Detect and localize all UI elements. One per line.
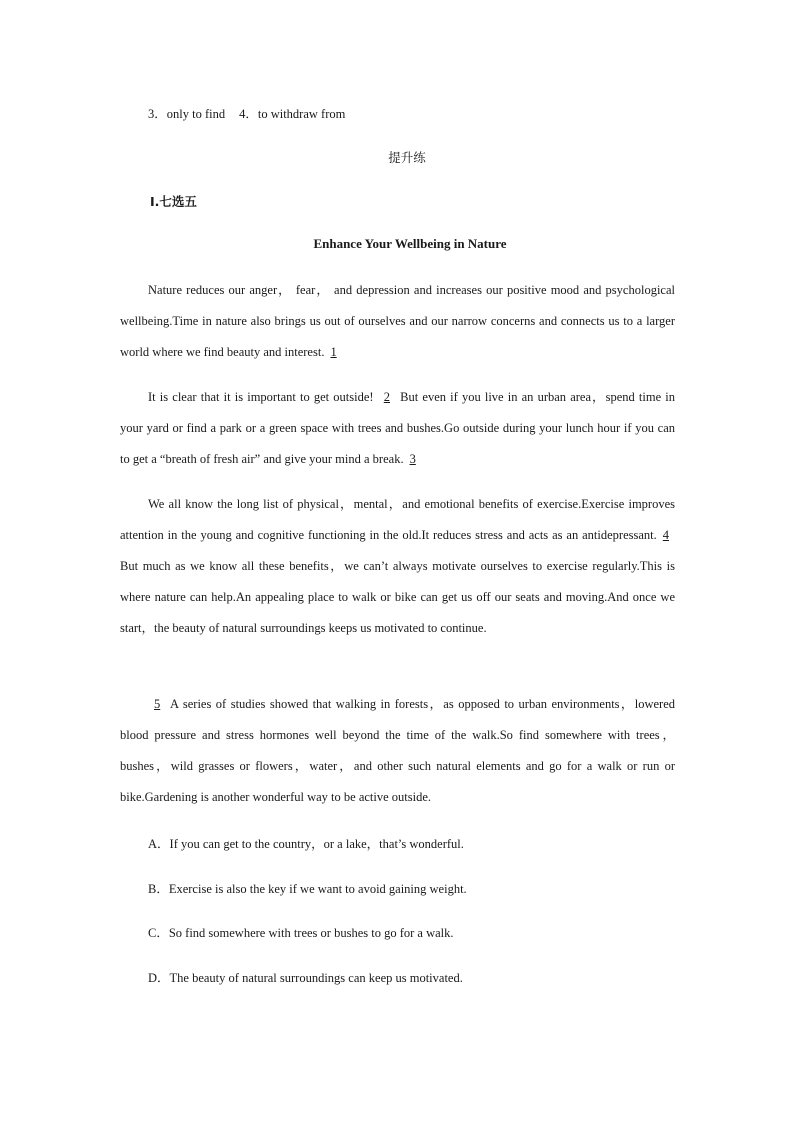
paragraph-1-text: Nature reduces our anger， fear， and depression and increases our positive mood and psychological wellbeing.Time in nature also brings us out of ourselves and our narrow concerns and connects us to a larger world where we find beauty and interest. <box>120 283 675 359</box>
subsection-title: Ⅰ.七选五 <box>150 194 197 209</box>
blank-1: 1 <box>330 345 337 359</box>
option-a: A．If you can get to the country，or a lake，that’s wonderful. <box>148 837 464 851</box>
paragraph-3 <box>120 489 675 644</box>
paragraph-2 <box>120 382 675 475</box>
option-d: D．The beauty of natural surroundings can keep us motivated. <box>148 971 463 985</box>
blank-2: 2 <box>383 390 390 404</box>
paragraph-4-text: A series of studies showed that walking in forests，as opposed to urban environments，lowered blood pressure and stress hormones well beyond the time of the walk.So find somewhere with trees，bushes，wild grasses or flowers，water，and other such natural elements and go for a walk or run or bike.Gardening is another wonderful way to be active outside. <box>120 697 675 804</box>
blank-4: 4 <box>662 528 669 542</box>
paragraph-2-text-b: But even if you live in an urban area，spend time in your yard or find a park or a green space with trees and bushes.Go outside during your lunch hour if you can to get a “breath of fresh air” and give your mind a break. <box>120 390 676 466</box>
option-c: C．So find somewhere with trees or bushes to go for a walk. <box>148 926 454 940</box>
option-b: B．Exercise is also the key if we want to avoid gaining weight. <box>148 882 467 896</box>
blank-5: 5 <box>154 697 161 711</box>
paragraph-4 <box>120 689 675 813</box>
paragraph-2-text-a: It is clear that it is important to get outside! <box>148 390 374 404</box>
paragraph-3-text-b: But much as we know all these benefits，we can’t always motivate ourselves to exercise regularly.This is where nature can help.An appealing place to walk or bike can get us off our seats and moving.And once we start，the beauty of natural surroundings keeps us motivated to continue. <box>120 559 675 635</box>
section-title: 提升练 <box>388 150 426 165</box>
blank-3: 3 <box>409 452 416 466</box>
previous-answers <box>148 104 345 122</box>
answer-item-4: 4．to withdraw from <box>239 107 346 121</box>
passage-title: Enhance Your Wellbeing in Nature <box>313 236 507 251</box>
answer-item-3: 3．only to find <box>148 107 226 121</box>
paragraph-3-text-a: We all know the long list of physical，mental，and emotional benefits of exercise.Exercise improves attention in the young and cognitive functioning in the old.It reduces stress and acts as an antidepressant. <box>120 497 675 542</box>
paragraph-1 <box>120 275 675 368</box>
